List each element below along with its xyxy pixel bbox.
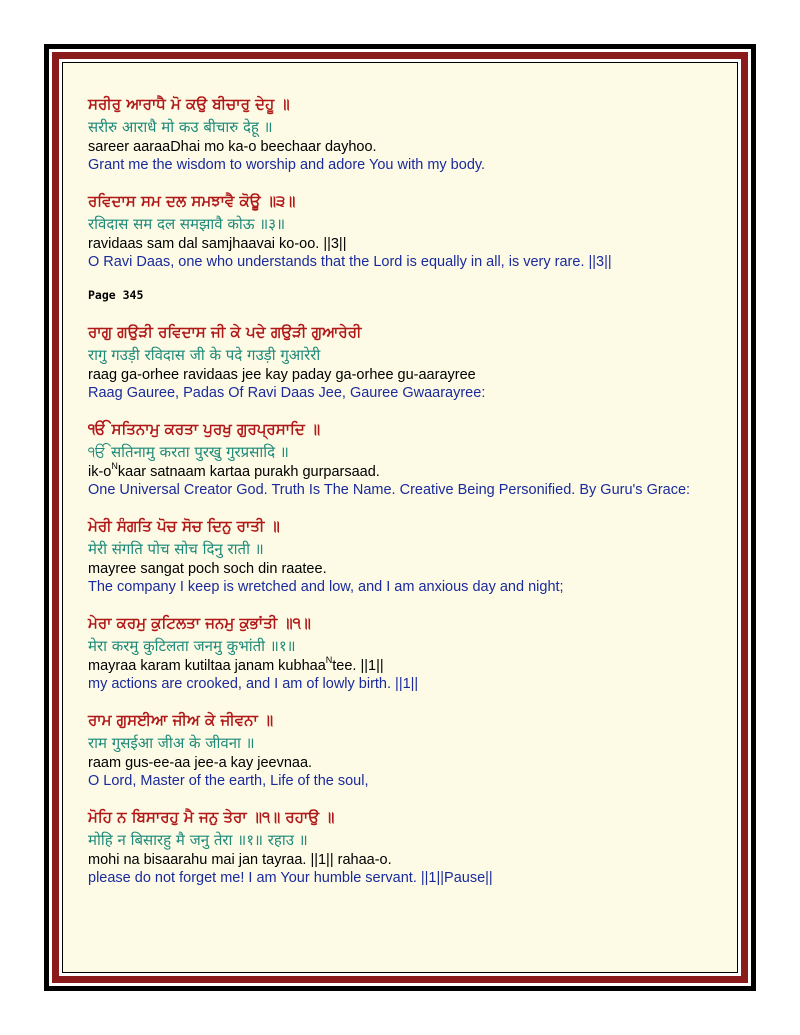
- devanagari-line: ੴ सतिनामु करता पुरखु गुरप्रसादि ॥: [88, 443, 289, 461]
- gurmukhi-line: ਮੋਹਿ ਨ ਬਿਸਾਰਹੁ ਮੈ ਜਨੁ ਤੇਰਾ ॥੧॥ ਰਹਾਉ ॥: [88, 808, 335, 826]
- verse: [88, 807, 718, 887]
- transliteration-line: mayree sangat poch soch din raatee.: [88, 561, 327, 577]
- translation-line: O Lord, Master of the earth, Life of the soul,: [88, 773, 369, 789]
- gurmukhi-line: ੴ ਸਤਿਨਾਮੁ ਕਰਤਾ ਪੁਰਖੁ ਗੁਰਪ੍ਰਸਾਦਿ ॥: [88, 420, 321, 438]
- nasal-mark: N: [325, 655, 333, 666]
- transliteration-line: raam gus-ee-aa jee-a kay jeevnaa.: [88, 755, 313, 771]
- transliteration-line: [88, 657, 718, 675]
- devanagari-line: मेरी संगति पोच सोच दिनु राती ॥: [88, 540, 264, 558]
- gurmukhi-line: ਰਵਿਦਾਸ ਸਮ ਦਲ ਸਮਝਾਵੈ ਕੋਊ ॥੩॥: [88, 192, 296, 210]
- devanagari-line: रविदास सम दल समझावै कोऊ ॥३॥: [88, 215, 286, 233]
- translit-part: ik-o: [88, 464, 112, 480]
- nasal-mark: N: [111, 461, 118, 472]
- verse: [88, 94, 718, 174]
- verse: [88, 191, 718, 271]
- verse: [88, 516, 718, 596]
- translation-line: Raag Gauree, Padas Of Ravi Daas Jee, Gauree Gwaarayree:: [88, 385, 486, 401]
- gurmukhi-line: ਰਾਮ ਗੁਸਈਆ ਜੀਅ ਕੇ ਜੀਵਨਾ ॥: [88, 711, 274, 729]
- verse: [88, 613, 718, 693]
- gurmukhi-line: ਸਰੀਰੁ ਆਰਾਧੈ ਮੋ ਕਉ ਬੀਚਾਰੁ ਦੇਹੂ ॥: [88, 95, 290, 113]
- transliteration-line: ravidaas sam dal samjhaavai ko-oo. ||3||: [88, 236, 347, 252]
- translation-line: Grant me the wisdom to worship and adore You with my body.: [88, 157, 486, 173]
- verse: [88, 419, 718, 499]
- translation-line: One Universal Creator God. Truth Is The Name. Creative Being Personified. By Guru's Grace:: [88, 482, 691, 498]
- translation-line: O Ravi Daas, one who understands that the Lord is equally in all, is very rare. ||3||: [88, 254, 612, 270]
- scripture-content: [88, 94, 718, 904]
- transliteration-line: raag ga-orhee ravidaas jee kay paday ga-orhee gu-aarayree: [88, 367, 476, 383]
- translit-part: tee. ||1||: [332, 658, 384, 674]
- gurmukhi-line: ਰਾਗੁ ਗਉੜੀ ਰਵਿਦਾਸ ਜੀ ਕੇ ਪਦੇ ਗਉੜੀ ਗੁਆਰੇਰੀ: [88, 323, 362, 341]
- translit-part: mayraa karam kutiltaa janam kubhaa: [88, 658, 326, 674]
- translation-line: my actions are crooked, and I am of lowly birth. ||1||: [88, 676, 419, 692]
- transliteration-line: mohi na bisaarahu mai jan tayraa. ||1|| rahaa-o.: [88, 852, 392, 868]
- transliteration-line: [88, 463, 718, 481]
- gurmukhi-line: ਮੇਰੀ ਸੰਗਤਿ ਪੋਚ ਸੋਚ ਦਿਨੁ ਰਾਤੀ ॥: [88, 517, 280, 535]
- devanagari-line: मोहि न बिसारहु मै जनु तेरा ॥१॥ रहाउ ॥: [88, 831, 308, 849]
- verse: [88, 710, 718, 790]
- devanagari-line: मेरा करमु कुटिलता जनमु कुभांती ॥१॥: [88, 637, 296, 655]
- devanagari-line: रागु गउड़ी रविदास जी के पदे गउड़ी गुआरेरी: [88, 346, 321, 364]
- page-number-label: Page 345: [88, 288, 144, 302]
- devanagari-line: सरीरु आराधै मो कउ बीचारु देहू ॥: [88, 118, 273, 136]
- verse: [88, 322, 718, 402]
- gurmukhi-line: ਮੇਰਾ ਕਰਮੁ ਕੁਟਿਲਤਾ ਜਨਮੁ ਕੁਭਾਂਤੀ ॥੧॥: [88, 614, 311, 632]
- devanagari-line: राम गुसईआ जीअ के जीवना ॥: [88, 734, 255, 752]
- translation-line: The company I keep is wretched and low, and I am anxious day and night;: [88, 579, 564, 595]
- translation-line: please do not forget me! I am Your humble servant. ||1||Pause||: [88, 870, 493, 886]
- transliteration-line: sareer aaraaDhai mo ka-o beechaar dayhoo.: [88, 139, 377, 155]
- translit-part: kaar satnaam kartaa purakh gurparsaad.: [117, 464, 380, 480]
